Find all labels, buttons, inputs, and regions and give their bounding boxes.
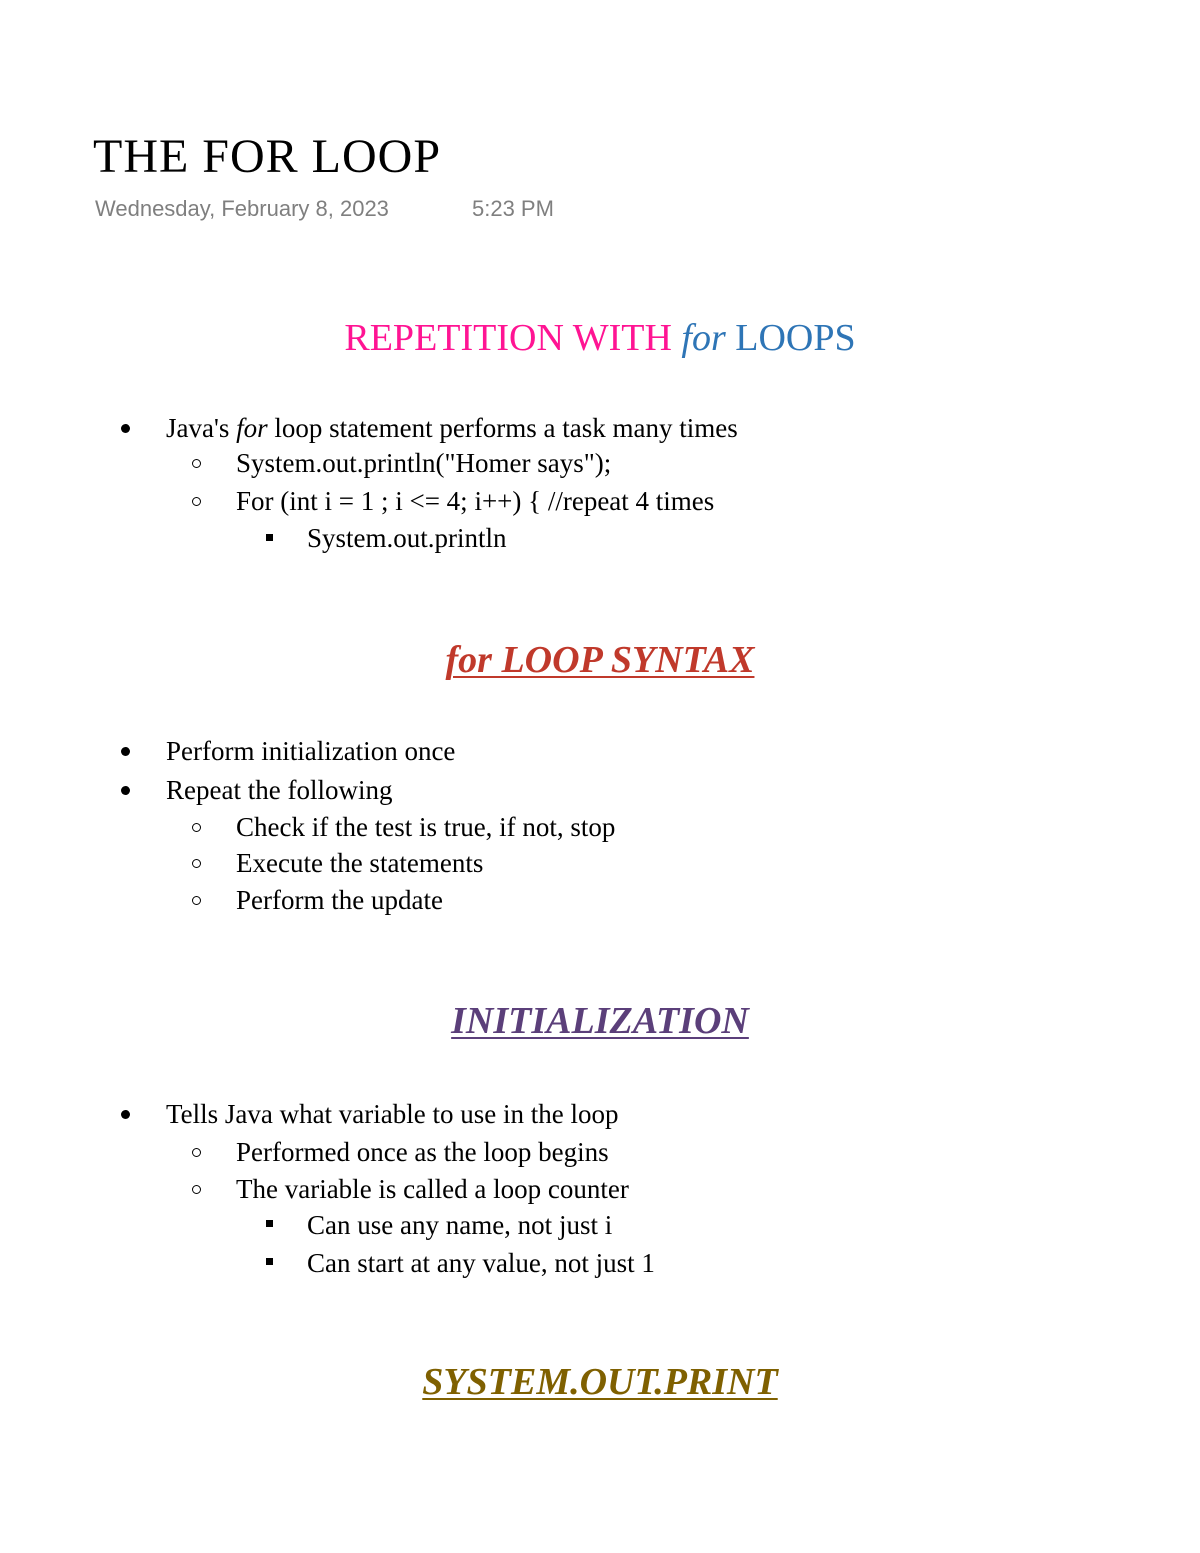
list-item: Repeat the following: [166, 775, 393, 805]
list-item-emphasis: for: [236, 413, 268, 443]
list-item: The variable is called a loop counter: [236, 1174, 629, 1204]
heading-for-keyword: for: [681, 317, 726, 359]
bullet-circle-icon: [192, 896, 201, 905]
heading-text: REPETITION WITH: [344, 317, 682, 359]
list-item: System.out.println: [307, 523, 507, 553]
heading-text: LOOPS: [725, 317, 856, 359]
list-item: Can use any name, not just i: [307, 1210, 613, 1240]
list-item: For (int i = 1 ; i <= 4; i++) { //repeat 4 times: [236, 486, 715, 516]
list-item: Performed once as the loop begins: [236, 1137, 609, 1167]
bullet-disc-icon: [121, 1110, 130, 1119]
bullet-circle-icon: [192, 823, 201, 832]
list-item: System.out.println("Homer says");: [236, 448, 612, 478]
list-item-text: Java's: [166, 413, 237, 443]
list-item: Can start at any value, not just 1: [307, 1248, 655, 1278]
bullet-square-icon: [266, 1258, 273, 1265]
list-item: Execute the statements: [236, 848, 484, 878]
note-time: 5:23 PM: [472, 196, 554, 221]
section-heading-initialization: INITIALIZATION: [451, 1000, 749, 1042]
section-heading-system-out-print: SYSTEM.OUT.PRINT: [422, 1361, 778, 1403]
bullet-circle-icon: [192, 859, 201, 868]
list-item: Check if the test is true, if not, stop: [236, 812, 616, 842]
note-date: Wednesday, February 8, 2023: [95, 196, 389, 221]
bullet-square-icon: [266, 1220, 273, 1227]
bullet-square-icon: [266, 534, 273, 541]
list-item: Perform initialization once: [166, 736, 456, 766]
section-heading-syntax: for LOOP SYNTAX: [445, 639, 755, 681]
bullet-circle-icon: [192, 459, 201, 468]
bullet-circle-icon: [192, 497, 201, 506]
bullet-disc-icon: [121, 747, 130, 756]
bullet-circle-icon: [192, 1185, 201, 1194]
section-heading-repetition: [0, 316, 1200, 360]
list-item-text: loop statement performs a task many times: [267, 413, 738, 443]
list-item: Tells Java what variable to use in the loop: [166, 1099, 619, 1129]
bullet-disc-icon: [121, 786, 130, 795]
bullet-disc-icon: [121, 424, 130, 433]
list-item: [166, 410, 738, 446]
page-title: THE FOR LOOP: [93, 130, 442, 183]
bullet-circle-icon: [192, 1148, 201, 1157]
list-item: Perform the update: [236, 885, 443, 915]
